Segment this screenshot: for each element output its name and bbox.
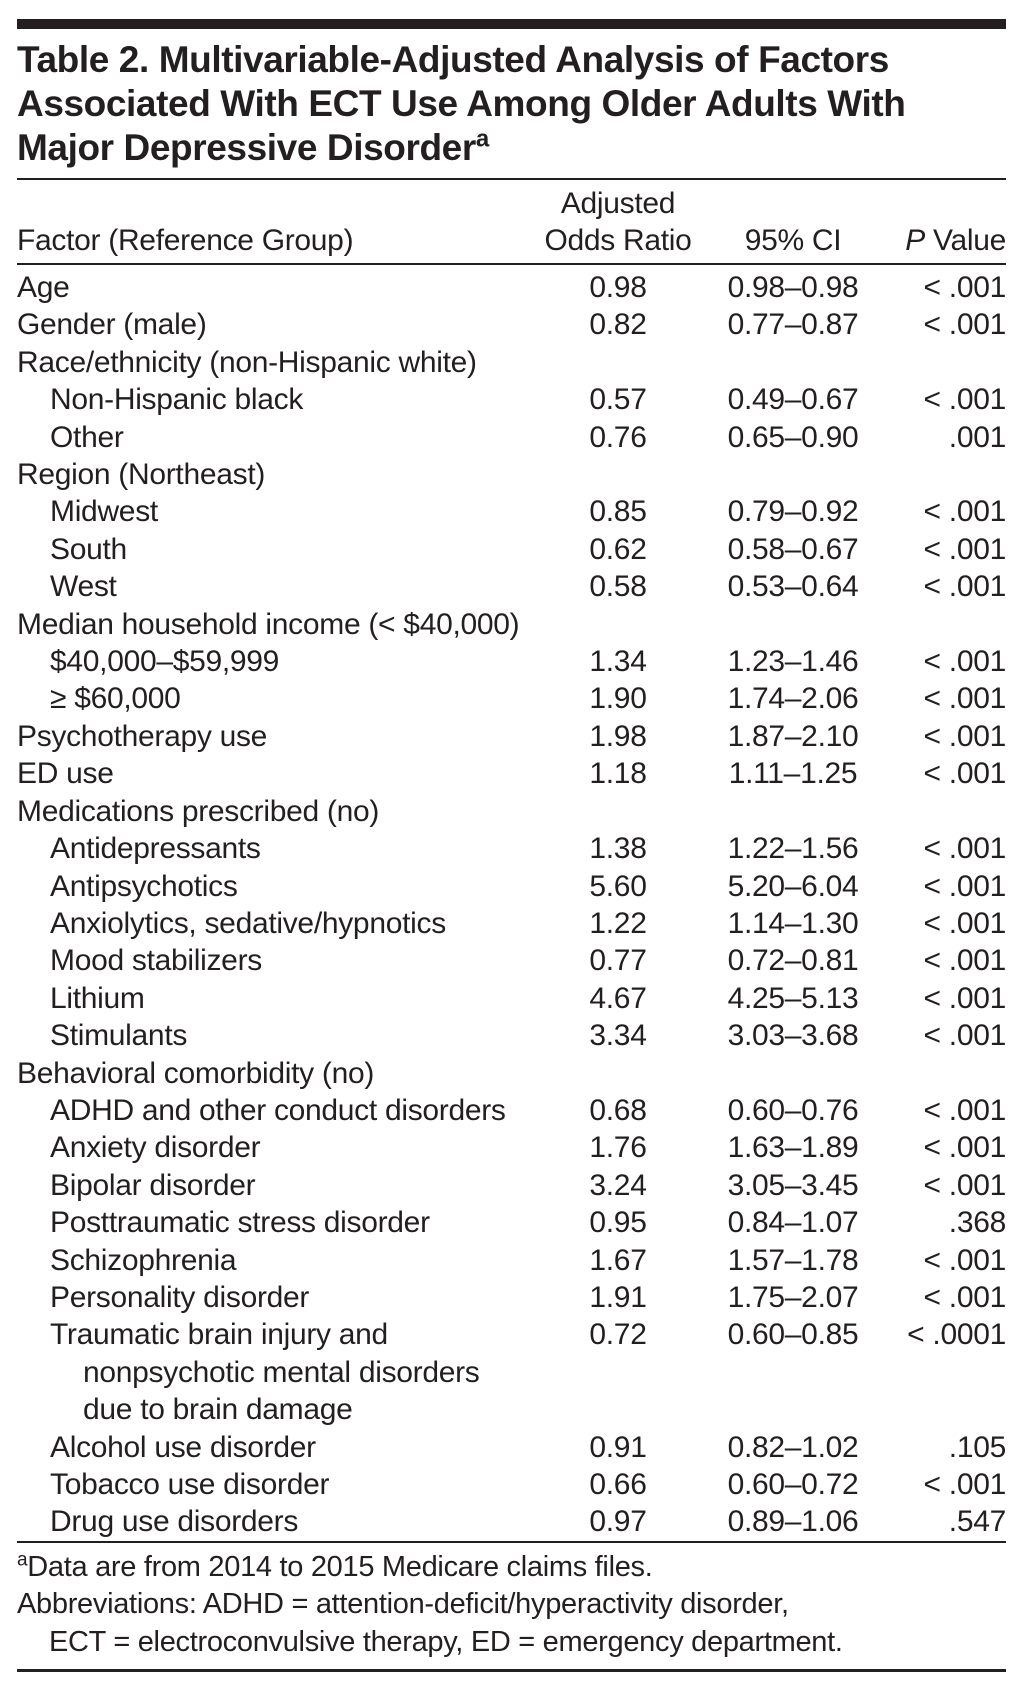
p-value-cell [884, 456, 1006, 493]
table-row [17, 419, 1006, 456]
odds-ratio-cell: 0.58 [589, 570, 647, 604]
header-ci: 95% CI [702, 222, 884, 264]
odds-ratio-cell: 3.34 [589, 1019, 647, 1053]
p-value-cell [884, 1391, 1006, 1428]
header-row-adjusted [17, 180, 1006, 222]
footnote-marker: a [17, 1549, 28, 1571]
p-value-cell [884, 1354, 1006, 1391]
table-row [17, 568, 1006, 605]
odds-ratio-cell: 1.22 [589, 906, 647, 940]
table-row [17, 830, 1006, 867]
factor-cell: Gender (male) [17, 308, 207, 342]
factor-cell: Anxiolytics, sedative/hypnotics [50, 906, 446, 940]
header-adjusted: Adjusted [560, 187, 676, 220]
ci-cell: 1.74–2.06 [727, 682, 859, 716]
odds-ratio-cell [534, 793, 702, 830]
p-value-cell [884, 344, 1006, 381]
table-row [17, 1279, 1006, 1316]
ci-cell: 4.25–5.13 [727, 981, 859, 1015]
table-row [17, 680, 1006, 717]
ci-cell: 0.53–0.64 [727, 570, 859, 604]
table-row [17, 868, 1006, 905]
odds-ratio-cell [534, 1391, 702, 1428]
table-row [17, 1466, 1006, 1503]
factor-cell: Mood stabilizers [50, 944, 262, 978]
odds-ratio-cell [534, 456, 702, 493]
ci-cell: 3.05–3.45 [727, 1168, 859, 1202]
table-row [17, 1129, 1006, 1166]
table-title-line-3: Major Depressive Disorder$^a$ [17, 125, 489, 168]
odds-ratio-cell: 4.67 [589, 981, 647, 1015]
odds-ratio-cell: 0.77 [589, 944, 647, 978]
ci-cell: 0.79–0.92 [727, 495, 859, 529]
odds-ratio-cell: 0.62 [589, 532, 647, 566]
ci-cell: 1.22–1.56 [727, 832, 859, 866]
ci-cell: 1.23–1.46 [727, 645, 859, 679]
factor-cell: Drug use disorders [50, 1505, 299, 1539]
ci-cell [702, 1391, 884, 1428]
odds-ratio-cell: 0.57 [589, 383, 647, 417]
table-row [17, 493, 1006, 530]
footnote-abbreviations-line2: ECT = electroconvulsive therapy, ED = emergency department. [49, 1625, 843, 1658]
factor-cell: Bipolar disorder [50, 1168, 256, 1202]
ci-cell: 1.14–1.30 [727, 906, 859, 940]
odds-ratio-cell: 0.68 [589, 1093, 647, 1127]
ci-cell: 0.60–0.85 [727, 1318, 859, 1352]
ci-cell: 1.11–1.25 [728, 757, 858, 791]
table-row [17, 264, 1006, 306]
table-row [17, 1204, 1006, 1241]
header-row-main [17, 222, 1006, 264]
table-header [17, 180, 1006, 264]
table-row [17, 1167, 1006, 1204]
odds-ratio-cell: 0.72 [589, 1318, 647, 1352]
factor-cell: Stimulants [50, 1019, 188, 1053]
table-bottom-rule [17, 1669, 1006, 1672]
ci-cell: 0.65–0.90 [727, 420, 859, 454]
ci-cell: 0.89–1.06 [727, 1505, 859, 1539]
factor-cell: Lithium [50, 981, 145, 1015]
ci-cell: 5.20–6.04 [727, 869, 859, 903]
table-row [17, 1391, 1006, 1428]
table-row [17, 1055, 1006, 1092]
p-value-cell: < .001 [923, 532, 1006, 566]
p-value-cell: < .001 [923, 757, 1006, 791]
table-row [17, 1242, 1006, 1279]
factor-cell: $40,000–$59,999 [50, 645, 280, 679]
ci-cell: 0.98–0.98 [727, 271, 859, 304]
footnotes [17, 1549, 1006, 1662]
odds-ratio-cell: 1.38 [589, 832, 647, 866]
factor-cell: due to brain damage [83, 1393, 353, 1427]
footnote-abbreviations-line1: Abbreviations: ADHD = attention-deficit/hyperactivity disorder, [17, 1588, 789, 1621]
ci-cell: 0.49–0.67 [727, 383, 859, 417]
p-value-cell: < .001 [923, 1019, 1006, 1053]
p-value-cell: < .001 [923, 1131, 1006, 1165]
body-bottom-rule [17, 1541, 1006, 1543]
odds-ratio-cell: 1.90 [589, 682, 647, 716]
p-value-cell: < .001 [923, 1168, 1006, 1202]
factor-cell: nonpsychotic mental disorders [83, 1355, 480, 1389]
table-title-line-2: Associated With ECT Use Among Older Adults With [17, 83, 906, 124]
factor-cell: Personality disorder [50, 1280, 310, 1314]
table-row [17, 643, 1006, 680]
p-value-cell: < .001 [923, 1243, 1006, 1277]
factor-cell: Medications prescribed (no) [17, 794, 380, 828]
ci-cell: 3.03–3.68 [727, 1019, 859, 1053]
factor-cell: Traumatic brain injury and [50, 1318, 388, 1352]
p-value-cell [884, 793, 1006, 830]
table-row [17, 306, 1006, 343]
factor-cell: Behavioral comorbidity (no) [17, 1056, 375, 1090]
title-footnote-marker: a [475, 125, 489, 153]
p-value-cell: < .001 [923, 906, 1006, 940]
odds-ratio-cell: 1.91 [589, 1280, 647, 1314]
p-value-cell: < .001 [923, 682, 1006, 716]
p-value-cell: < .001 [923, 944, 1006, 978]
factor-cell: Median household income (< $40,000) [17, 607, 520, 641]
table-row [17, 1354, 1006, 1391]
p-value-cell: < .001 [923, 719, 1006, 753]
factor-cell: Other [50, 420, 124, 454]
factor-cell: ADHD and other conduct disorders [50, 1093, 506, 1127]
header-factor: Factor (Reference Group) [17, 222, 534, 264]
table-row [17, 344, 1006, 381]
ci-cell [702, 1354, 884, 1391]
p-value-cell: < .001 [923, 271, 1006, 304]
table-row [17, 606, 1006, 643]
factor-cell: Posttraumatic stress disorder [50, 1206, 430, 1240]
odds-ratio-cell: 1.98 [589, 719, 647, 753]
odds-ratio-cell [534, 606, 702, 643]
ci-cell: 1.87–2.10 [727, 719, 859, 753]
odds-ratio-cell: 0.76 [589, 420, 647, 454]
ci-cell [702, 1055, 884, 1092]
ci-cell: 0.60–0.76 [727, 1093, 859, 1127]
ci-cell: 0.58–0.67 [727, 532, 859, 566]
ci-cell [702, 344, 884, 381]
p-value-cell: < .001 [923, 308, 1006, 342]
odds-ratio-cell [534, 344, 702, 381]
p-value-cell: .001 [948, 420, 1006, 454]
table-row [17, 1316, 1006, 1353]
odds-ratio-cell: 1.34 [589, 645, 647, 679]
factor-cell: Non-Hispanic black [50, 383, 304, 417]
factor-cell: ED use [17, 757, 114, 791]
odds-ratio-cell: 1.67 [589, 1243, 647, 1277]
p-value-cell: < .001 [923, 981, 1006, 1015]
factor-cell: Tobacco use disorder [50, 1468, 330, 1501]
odds-ratio-cell: 1.76 [589, 1131, 647, 1165]
p-value-cell [884, 606, 1006, 643]
factor-cell: Psychotherapy use [17, 719, 268, 753]
table-row [17, 456, 1006, 493]
table-row [17, 1429, 1006, 1466]
odds-ratio-cell [534, 1055, 702, 1092]
table-row [17, 1017, 1006, 1054]
p-value-cell: < .001 [923, 1093, 1006, 1127]
p-value-cell: < .001 [923, 869, 1006, 903]
ci-cell: 1.57–1.78 [727, 1243, 859, 1277]
factor-cell: Antipsychotics [50, 869, 238, 903]
table-body [17, 264, 1006, 1541]
odds-ratio-cell: 0.97 [589, 1505, 647, 1539]
p-value-cell: .368 [948, 1206, 1006, 1240]
p-value-cell: .547 [948, 1505, 1006, 1539]
table-row [17, 1503, 1006, 1540]
table-title [17, 38, 1006, 170]
factors-table [17, 180, 1006, 1541]
odds-ratio-cell: 3.24 [589, 1168, 647, 1202]
ci-cell: 0.72–0.81 [727, 944, 859, 978]
table-row [17, 980, 1006, 1017]
ci-cell: 0.77–0.87 [727, 308, 859, 342]
table-row [17, 755, 1006, 792]
factor-cell: Schizophrenia [50, 1243, 237, 1277]
factor-cell: Age [17, 271, 70, 304]
header-spacer [702, 180, 884, 222]
p-value-cell [884, 1055, 1006, 1092]
factor-cell: Race/ethnicity (non-Hispanic white) [17, 345, 477, 379]
ci-cell: 0.60–0.72 [727, 1468, 859, 1501]
ci-cell: 1.75–2.07 [727, 1280, 859, 1314]
factor-cell: Region (Northeast) [17, 458, 266, 492]
factor-cell: Alcohol use disorder [50, 1430, 316, 1464]
odds-ratio-cell: 0.82 [589, 308, 647, 342]
header-spacer [17, 180, 534, 222]
ci-cell: 0.82–1.02 [727, 1430, 859, 1464]
p-value-cell: .105 [948, 1430, 1006, 1464]
ci-cell: 0.84–1.07 [727, 1206, 859, 1240]
table-row [17, 1092, 1006, 1129]
header-odds-ratio: Odds Ratio [534, 222, 702, 264]
table-row [17, 905, 1006, 942]
factor-cell: West [50, 570, 117, 604]
ci-cell [702, 793, 884, 830]
ci-cell [702, 606, 884, 643]
header-p-value: P Value [884, 222, 1006, 264]
ci-cell [702, 456, 884, 493]
table-row [17, 381, 1006, 418]
table-top-rule [17, 19, 1006, 29]
odds-ratio-cell: 0.98 [589, 271, 647, 304]
p-value-cell: < .001 [923, 495, 1006, 529]
odds-ratio-cell: 0.85 [589, 495, 647, 529]
odds-ratio-cell: 0.95 [589, 1206, 647, 1240]
table-row [17, 718, 1006, 755]
table-row [17, 793, 1006, 830]
p-value-cell: < .001 [923, 1280, 1006, 1314]
header-spacer [884, 180, 1006, 222]
p-value-cell: < .001 [923, 645, 1006, 679]
table-row [17, 942, 1006, 979]
odds-ratio-cell: 1.18 [589, 757, 647, 791]
factor-cell: Antidepressants [50, 832, 261, 866]
factor-cell: Midwest [50, 495, 158, 529]
p-value-cell: < .001 [923, 570, 1006, 604]
ci-cell: 1.63–1.89 [727, 1131, 859, 1165]
footnote-data-source: $^a$Data are from 2014 to 2015 Medicare claims files. [17, 1549, 653, 1583]
odds-ratio-cell: 0.66 [589, 1468, 647, 1501]
odds-ratio-cell: 0.91 [589, 1430, 647, 1464]
table-title-line-1: Table 2. Multivariable-Adjusted Analysis of Factors [17, 39, 889, 80]
odds-ratio-cell [534, 1354, 702, 1391]
p-value-cell: < .001 [923, 832, 1006, 866]
odds-ratio-cell: 5.60 [589, 869, 647, 903]
p-value-cell: < .001 [923, 1468, 1006, 1501]
factor-cell: Anxiety disorder [50, 1131, 261, 1165]
p-value-cell: < .0001 [907, 1318, 1006, 1352]
factor-cell: South [50, 532, 127, 566]
p-value-cell: < .001 [923, 383, 1006, 417]
table-row [17, 531, 1006, 568]
factor-cell: ≥ $60,000 [50, 682, 181, 716]
